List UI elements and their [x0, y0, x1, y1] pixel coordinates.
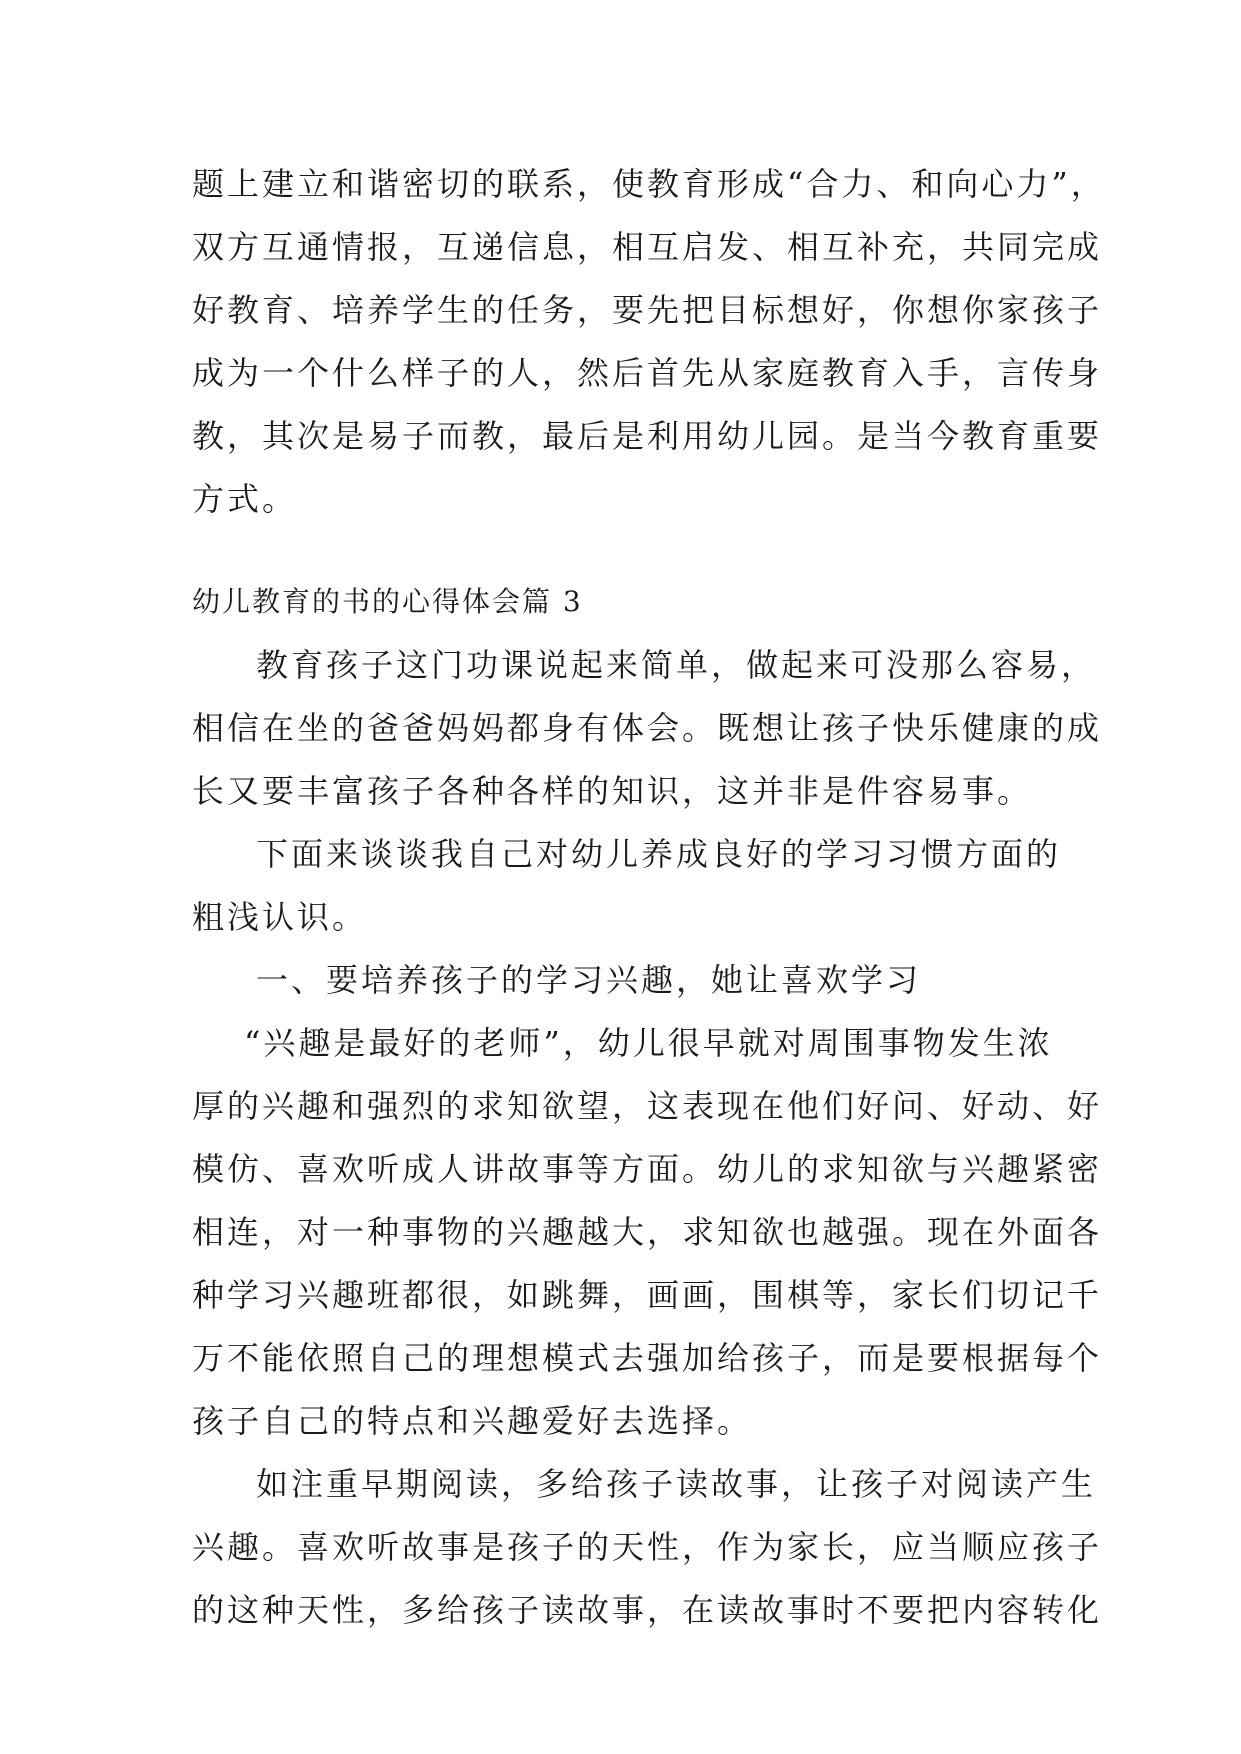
paragraph-line: 兴趣。喜欢听故事是孩子的天性，作为家长，应当顺应孩子 — [192, 1528, 1103, 1566]
paragraph-line: 的这种天性，多给孩子读故事，在读故事时不要把内容转化 — [192, 1591, 1103, 1629]
paragraph-line: “兴趣是最好的老师”，幼儿很早就对周围事物发生浓 — [244, 1024, 1053, 1062]
paragraph-line: 粗浅认识。 — [192, 898, 368, 936]
paragraph-line: 种学习兴趣班都很，如跳舞，画画，围棋等，家长们切记千 — [192, 1276, 1103, 1314]
paragraph-line: 如注重早期阅读，多给孩子读故事，让孩子对阅读产生 — [256, 1465, 1097, 1503]
paragraph-line: 教育孩子这门功课说起来简单，做起来可没那么容易， — [256, 646, 1097, 684]
paragraph-line: 模仿、喜欢听成人讲故事等方面。幼儿的求知欲与兴趣紧密 — [192, 1150, 1103, 1188]
subheading-line: 一、要培养孩子的学习兴趣，她让喜欢学习 — [256, 961, 922, 999]
paragraph-line: 万不能依照自己的理想模式去强加给孩子，而是要根据每个 — [192, 1339, 1103, 1377]
body-text-line: 好教育、培养学生的任务，要先把目标想好，你想你家孩子 — [192, 291, 1103, 329]
paragraph-line: 长又要丰富孩子各种各样的知识，这并非是件容易事。 — [192, 772, 1033, 810]
section-heading: 幼儿教育的书的心得体会篇 3 — [192, 585, 583, 618]
paragraph-line: 下面来谈谈我自己对幼儿养成良好的学习习惯方面的 — [256, 835, 1062, 873]
body-text-line: 题上建立和谐密切的联系，使教育形成“合力、和向心力”， — [192, 165, 1106, 203]
body-text-line: 双方互通情报，互递信息，相互启发、相互补充，共同完成 — [192, 228, 1103, 266]
paragraph-line: 相信在坐的爸爸妈妈都身有体会。既想让孩子快乐健康的成 — [192, 709, 1103, 747]
paragraph-line: 相连，对一种事物的兴趣越大，求知欲也越强。现在外面各 — [192, 1213, 1103, 1251]
paragraph-line: 孩子自己的特点和兴趣爱好去选择。 — [192, 1402, 753, 1440]
body-text-line: 成为一个什么样子的人，然后首先从家庭教育入手，言传身 — [192, 354, 1103, 392]
body-text-line: 方式。 — [192, 480, 298, 518]
body-text-line: 教，其次是易子而教，最后是利用幼儿园。是当今教育重要 — [192, 417, 1103, 455]
paragraph-line: 厚的兴趣和强烈的求知欲望，这表现在他们好问、好动、好 — [192, 1087, 1103, 1125]
